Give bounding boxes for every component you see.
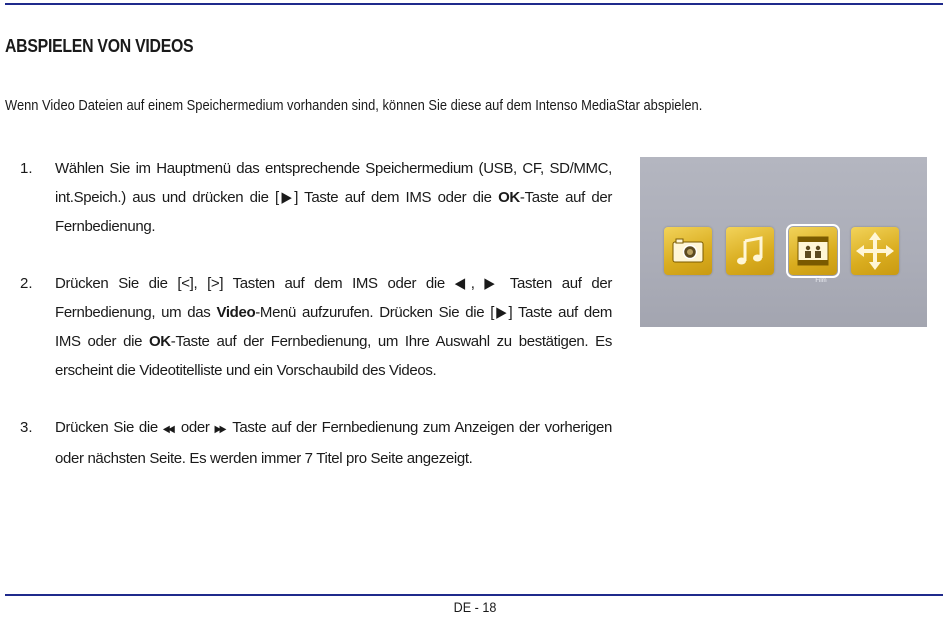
step-text (55, 154, 612, 241)
ok-key-label: OK (148, 333, 171, 350)
step-text-part: , (470, 275, 485, 292)
page-title: ABSPIELEN VON VIDEOS (5, 36, 194, 56)
camera-icon (664, 227, 712, 275)
step-number: 3. (20, 419, 33, 436)
step-1 (20, 154, 612, 241)
selected-icon-caption: Film (815, 278, 827, 284)
step-text-part: -Taste auf der Fernbedienung. (55, 189, 612, 235)
step-text (55, 269, 612, 385)
steps-list (20, 154, 612, 501)
step-text-part: Wählen Sie im Hauptmenü das entsprechende Speichermedium (USB, CF, SD/MMC, int.Speich.) aus und drücken die [ (55, 160, 612, 206)
menu-screenshot (640, 157, 927, 327)
step-number: 2. (20, 275, 33, 292)
left-triangle-symbol: ◀ (454, 275, 471, 292)
rewind-symbol: ◀◀ (162, 424, 173, 435)
step-text-part: ], [ (189, 275, 211, 292)
step-3 (20, 413, 612, 473)
step-text-part: -Menü aufzurufen. Drücken Sie die [ (255, 304, 495, 321)
bottom-rule (5, 594, 943, 596)
step-text-part: ] Tasten auf dem IMS oder die (219, 275, 455, 292)
step-text-part: -Taste auf der Fernbedienung, um Ihre Auswahl zu bestätigen. Es erscheint die Videotitelliste und ein Vorschaubild des Videos. (55, 333, 612, 379)
move-arrows-icon (851, 227, 899, 275)
step-number: 1. (20, 160, 33, 177)
step-2 (20, 269, 612, 385)
right-arrow-key-symbol: ▶ (278, 189, 295, 206)
right-triangle-symbol: ▶ (484, 275, 501, 292)
left-key-symbol: < (181, 275, 190, 292)
music-note-icon (726, 227, 774, 275)
step-text-part: Drücken Sie die (55, 419, 163, 436)
page-number: DE - 18 (453, 599, 497, 615)
step-text-part: ] Taste auf dem IMS oder die (294, 189, 499, 206)
right-key-symbol: > (210, 275, 220, 292)
top-rule (5, 3, 943, 5)
step-text-part: ] Taste auf dem IMS oder die (55, 304, 613, 350)
film-icon (789, 227, 837, 275)
intro-paragraph: Wenn Video Dateien auf einem Speichermedium vorhanden sind, können Sie diese auf dem Intenso MediaStar abspielen. (5, 97, 703, 114)
step-text-part: Tasten auf der Fernbedienung, um das (55, 275, 612, 321)
fast-forward-symbol: ▶▶ (214, 424, 225, 435)
step-text (55, 413, 612, 473)
video-menu-label: Video (216, 304, 256, 321)
step-text-part: oder (175, 419, 215, 436)
step-text-part: Taste auf der Fernbedienung zum Anzeigen der vorherigen oder nächsten Seite. Es werden immer 7 Titel pro Seite angezeigt. (55, 419, 612, 467)
ok-key-label: OK (498, 189, 520, 206)
right-arrow-key-symbol: ▶ (494, 304, 509, 321)
step-text-part: Drücken Sie die [ (55, 275, 182, 292)
